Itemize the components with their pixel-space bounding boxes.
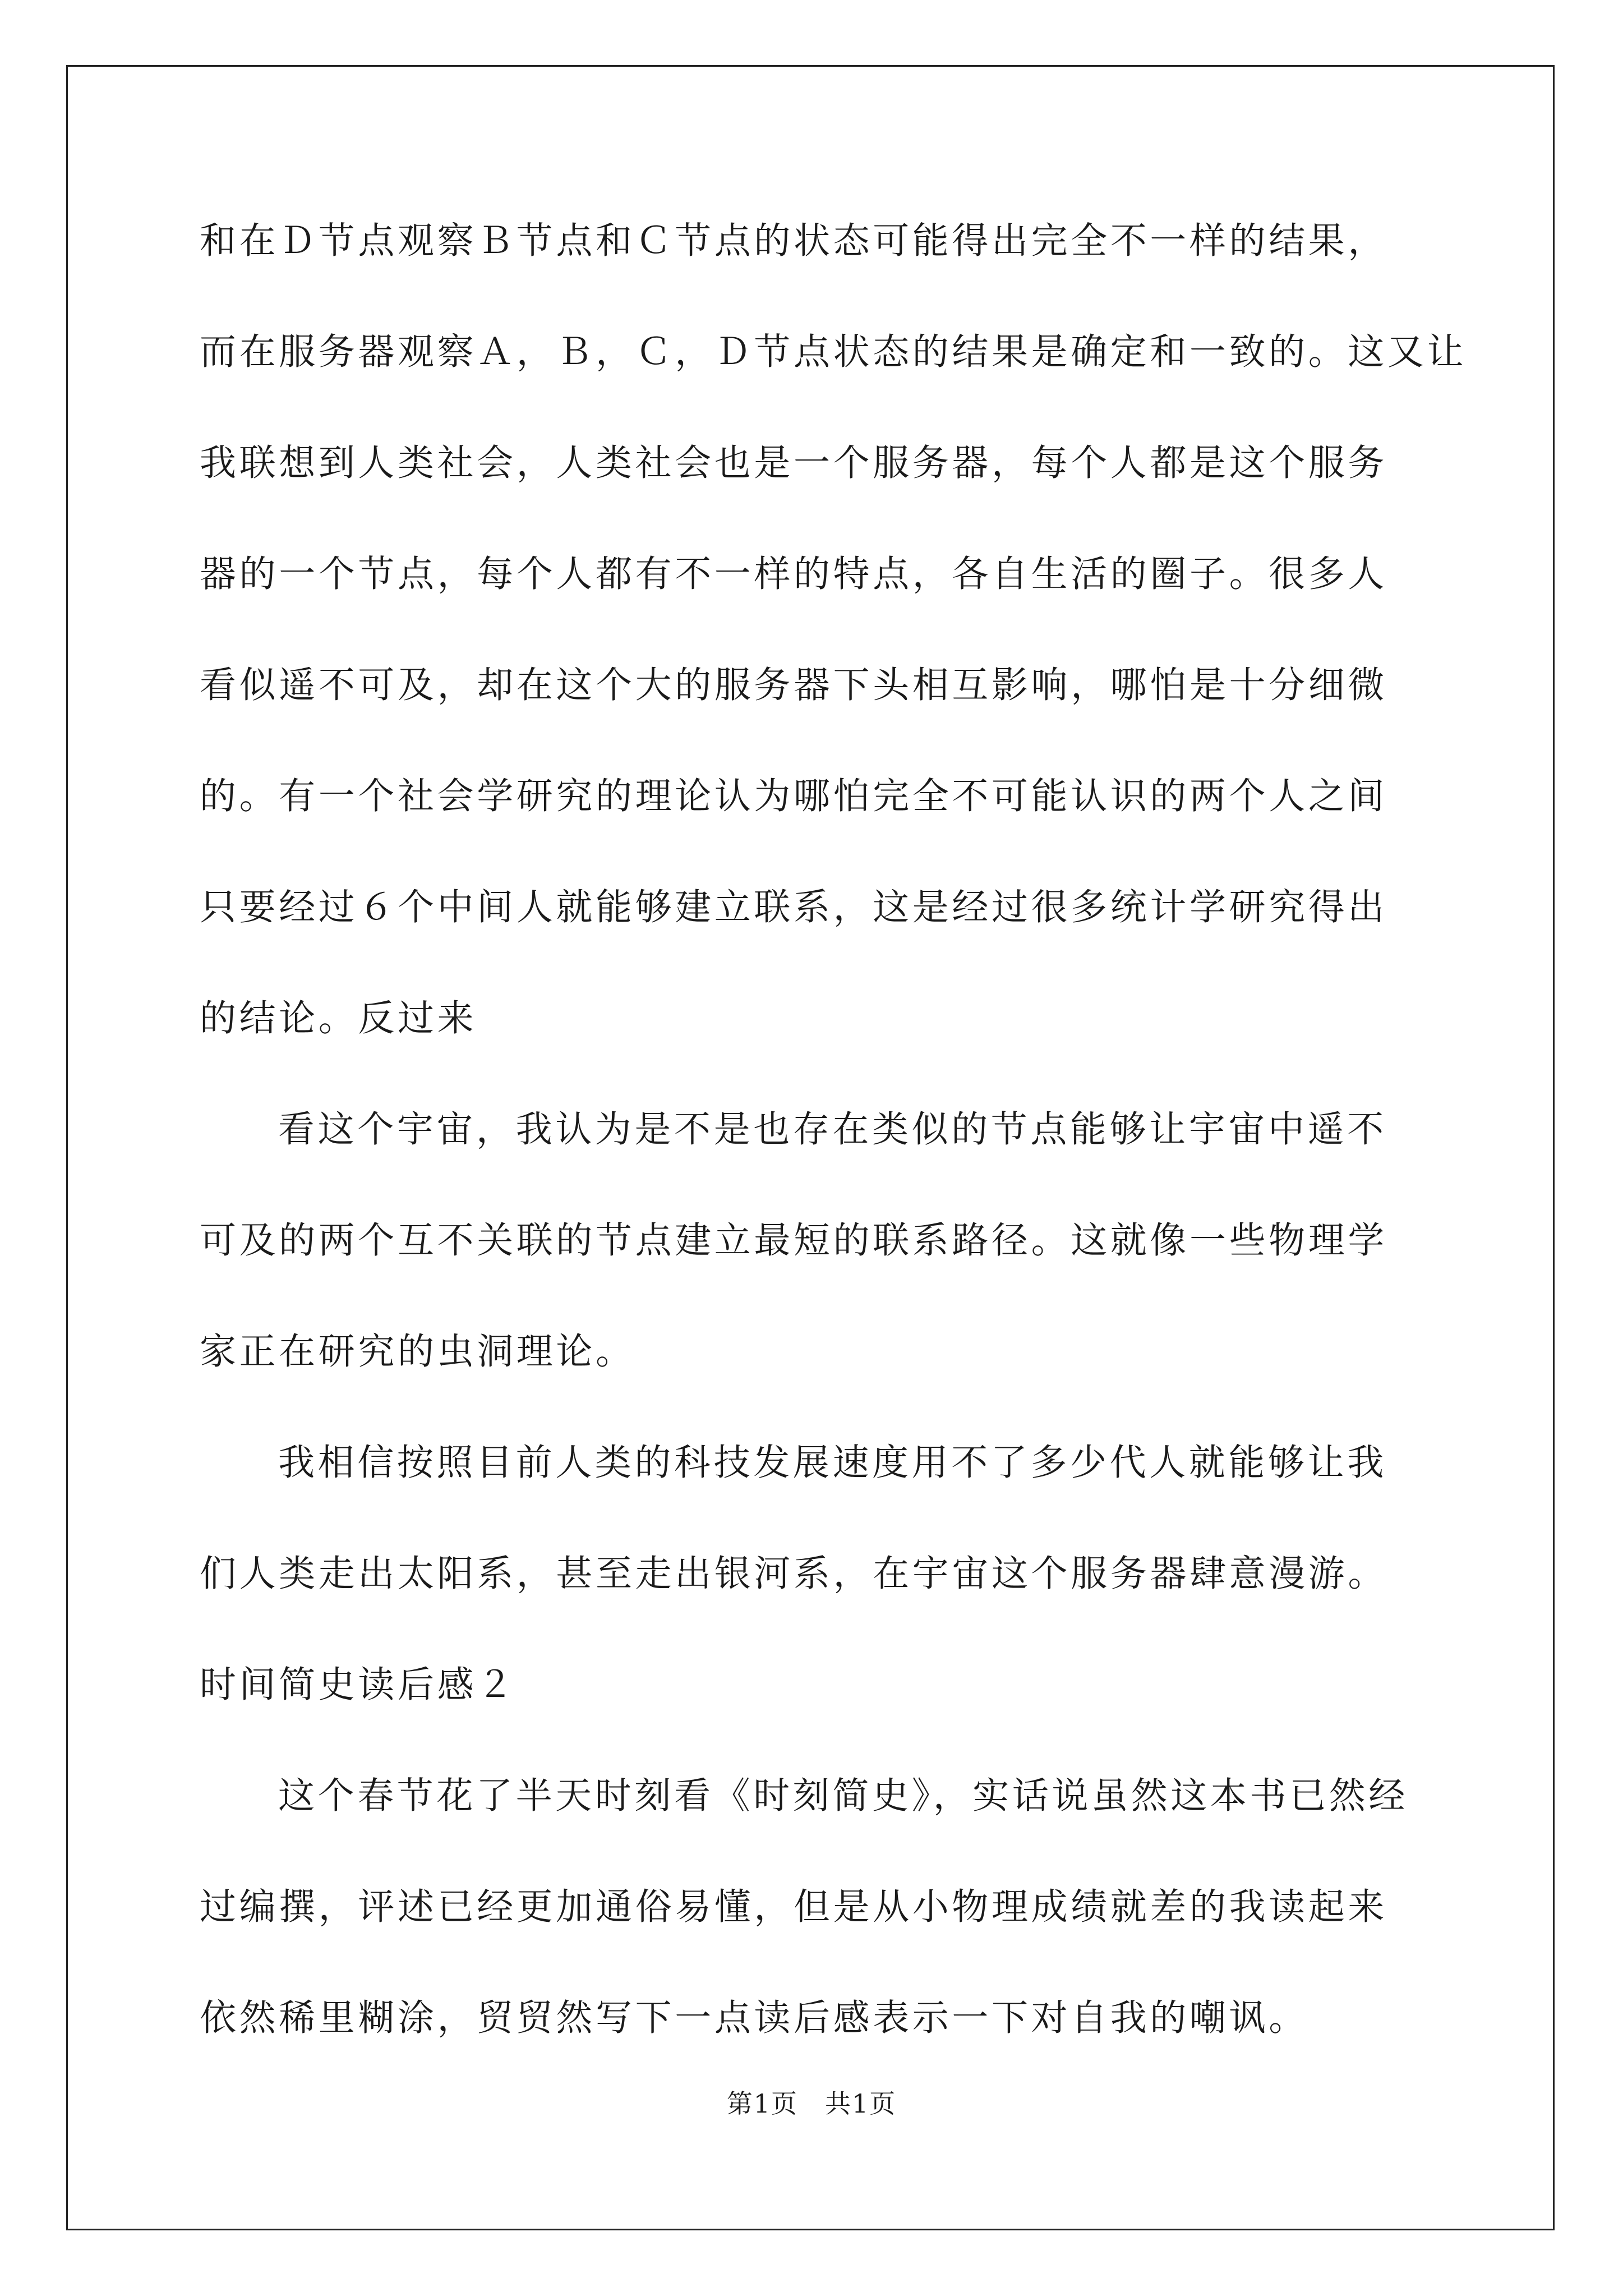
- section-heading: 时间简史读后感２: [200, 1664, 517, 1706]
- text-line: 看似遥不可及，却在这个大的服务器下头相互影响，哪怕是十分细微: [200, 664, 1388, 706]
- paragraph-start-line: 这个春节花了半天时刻看《时刻简史》，实话说虽然这本书已然经: [278, 1775, 1408, 1817]
- text-line: 而在服务器观察Ａ，Ｂ，Ｃ，Ｄ节点状态的结果是确定和一致的。这又让: [200, 331, 1467, 373]
- text-line: 器的一个节点，每个人都有不一样的特点，各自生活的圈子。很多人: [200, 553, 1388, 595]
- text-line: 和在Ｄ节点观察Ｂ节点和Ｃ节点的状态可能得出完全不一样的结果，: [200, 220, 1388, 262]
- text-line: 家正在研究的虫洞理论。: [200, 1331, 635, 1373]
- text-line: 我联想到人类社会，人类社会也是一个服务器，每个人都是这个服务: [200, 442, 1388, 484]
- text-line: 的结论。反过来: [200, 997, 477, 1039]
- text-line: 依然稀里糊涂，贸贸然写下一点读后感表示一下对自我的嘲讽。: [200, 1997, 1308, 2039]
- text-line: 过编撰，评述已经更加通俗易懂，但是从小物理成绩就差的我读起来: [200, 1886, 1388, 1928]
- paragraph-start-line: 看这个宇宙，我认为是不是也存在类似的节点能够让宇宙中遥不: [278, 1108, 1387, 1151]
- document-body: [200, 201, 1467, 2089]
- paragraph-start-line: 我相信按照目前人类的科技发展速度用不了多少代人就能够让我: [278, 1442, 1387, 1484]
- text-line: 的。有一个社会学研究的理论认为哪怕完全不可能认识的两个人之间: [200, 775, 1388, 817]
- page-number-footer: 第1页 共1页: [726, 2088, 897, 2119]
- text-line: 们人类走出太阳系，甚至走出银河系，在宇宙这个服务器肆意漫游。: [200, 1553, 1388, 1595]
- text-line: 可及的两个互不关联的节点建立最短的联系路径。这就像一些物理学: [200, 1220, 1388, 1262]
- text-line: 只要经过６个中间人就能够建立联系，这是经过很多统计学研究得出: [200, 886, 1388, 928]
